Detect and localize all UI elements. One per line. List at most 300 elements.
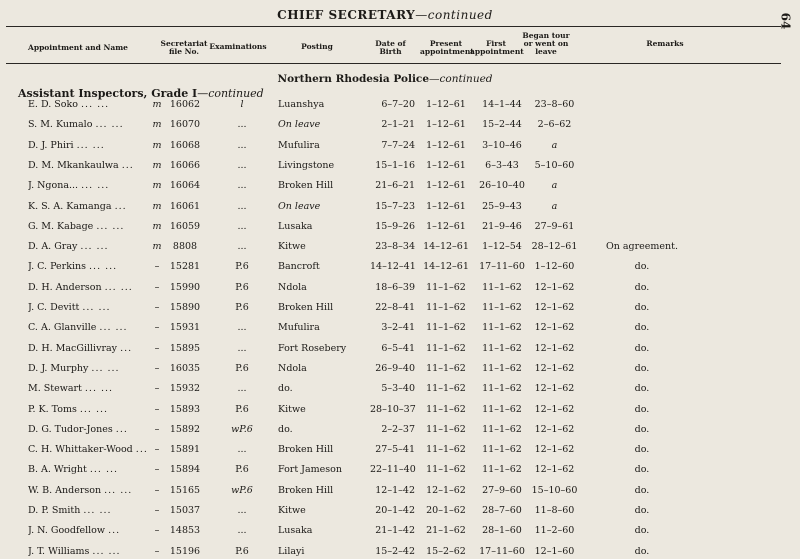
cell-exam: P.6 <box>235 281 249 293</box>
cell-first: 17–11–60 <box>479 261 525 273</box>
cell-name-text: E. D. Soko <box>28 99 78 110</box>
cell-name <box>28 281 163 295</box>
cell-exam: l <box>240 99 244 110</box>
col-header-dob-line1: Date of <box>375 39 406 48</box>
cell-name-dots: ... <box>114 200 127 212</box>
cell-first: 11–1–62 <box>482 464 522 476</box>
cell-name <box>28 260 163 274</box>
cell-file: 16066 <box>169 159 201 171</box>
cell-began: a <box>551 139 558 151</box>
cell-name-dots: ... ... <box>79 403 109 415</box>
cell-posting: Lusaka <box>278 220 313 232</box>
cell-posting: Ndola <box>278 281 307 293</box>
cell-began: 1–12–60 <box>534 261 575 273</box>
cell-cat: – <box>154 362 160 374</box>
cell-began: a <box>551 200 558 212</box>
cell-present: 1–12–61 <box>426 200 466 212</box>
cell-name-text: D. P. Smith <box>28 505 81 516</box>
cell-name <box>28 321 163 335</box>
cell-present: 11–1–62 <box>426 281 466 293</box>
cell-first: 11–1–62 <box>482 423 522 435</box>
col-header-began-line1: Began tour <box>522 31 570 40</box>
cell-posting: Lusaka <box>278 525 313 537</box>
cell-remarks: do. <box>634 322 650 334</box>
cell-name <box>28 504 163 518</box>
cell-dob: 15–2–42 <box>375 545 415 557</box>
cell-name-text: J. Ngona... <box>28 180 79 192</box>
cell-first: 28–7–60 <box>482 505 522 516</box>
cell-cat: – <box>154 423 160 435</box>
cell-cat: – <box>154 281 160 293</box>
cell-began: 12–1–62 <box>534 383 575 395</box>
col-header-first <box>470 40 522 56</box>
cell-exam: ... <box>237 139 247 151</box>
cell-present: 20–1–62 <box>426 505 466 516</box>
cell-began: 12–1–62 <box>534 423 575 435</box>
cell-name-dots: ... ... <box>80 241 109 253</box>
cell-exam: ... <box>237 180 247 192</box>
cell-name-text: J. C. Perkins <box>28 261 86 273</box>
cell-name-text: D. A. Gray <box>28 241 78 253</box>
cell-name <box>28 362 163 376</box>
cell-exam: P.6 <box>235 362 249 374</box>
cell-cat: – <box>154 444 160 456</box>
cell-name-dots: ... <box>115 423 128 435</box>
cell-first: 11–1–62 <box>482 403 522 415</box>
cell-present: 11–1–62 <box>426 403 466 415</box>
cell-cat: – <box>154 545 160 557</box>
cell-dob: 27–5–41 <box>375 444 415 456</box>
subsection-heading-cont: —continued <box>197 87 264 100</box>
cell-exam: ... <box>237 200 247 212</box>
cell-dob: 15–7–23 <box>375 200 415 212</box>
table-row <box>0 463 780 477</box>
cell-first: 11–1–62 <box>482 342 522 354</box>
cell-first: 11–1–62 <box>482 302 522 313</box>
cell-cat: – <box>154 484 160 496</box>
cell-name-text: J. T. Williams <box>28 545 90 557</box>
cell-first: 6–3–43 <box>485 159 519 171</box>
cell-remarks: do. <box>634 545 650 557</box>
table-row <box>0 281 780 295</box>
cell-first: 11–1–62 <box>482 383 522 395</box>
cell-name <box>28 118 163 132</box>
col-header-present-line1: Present <box>429 39 463 48</box>
table-row <box>0 301 780 315</box>
cell-remarks: do. <box>634 444 650 456</box>
cell-first: 11–1–62 <box>482 281 522 293</box>
cell-present: 12–1–62 <box>426 484 466 496</box>
table-row <box>0 240 780 254</box>
cell-name <box>28 382 163 396</box>
cell-dob: 5–3–40 <box>381 383 415 395</box>
cell-dob: 2–1–21 <box>381 119 415 131</box>
subsection-heading-text: Assistant Inspectors, Grade I <box>18 87 198 100</box>
cell-cat: m <box>152 159 162 171</box>
cell-posting: Bancroft <box>278 261 320 273</box>
cell-file: 15990 <box>169 281 201 293</box>
cell-name <box>28 301 163 315</box>
cell-began: 23–8–60 <box>534 99 575 110</box>
cell-dob: 12–1–42 <box>375 484 415 496</box>
header-top-rule <box>6 26 781 27</box>
page-title <box>0 8 770 22</box>
cell-exam: wP.6 <box>231 423 253 435</box>
cell-posting: Ndola <box>278 362 307 374</box>
cell-first: 21–9–46 <box>482 220 522 232</box>
cell-first: 26–10–40 <box>479 180 525 192</box>
cell-present: 11–1–62 <box>426 302 466 313</box>
cell-dob: 26–9–40 <box>375 362 415 374</box>
cell-exam: ... <box>237 444 247 456</box>
cell-dob: 21–6–21 <box>375 180 415 192</box>
cell-name-text: J. N. Goodfellow <box>28 525 106 537</box>
cell-began: 28–12–61 <box>531 241 578 253</box>
cell-first: 11–1–62 <box>482 322 522 334</box>
cell-exam: P.6 <box>235 302 249 313</box>
cell-name-dots: ... ... <box>83 505 112 516</box>
table-row <box>0 443 780 457</box>
cell-file: 16062 <box>169 99 201 110</box>
cell-name-dots: ... ... <box>81 180 110 192</box>
cell-present: 21–1–62 <box>426 525 466 537</box>
cell-posting: Mufulira <box>278 139 320 151</box>
cell-file: 15932 <box>169 383 201 395</box>
cell-exam: wP.6 <box>231 484 253 496</box>
cell-cat: m <box>152 99 162 110</box>
cell-present: 14–12–61 <box>423 241 469 253</box>
col-header-posting: Posting <box>301 42 333 51</box>
cell-began: 15–10–60 <box>531 484 578 496</box>
col-header-dob-line2: Birth <box>379 47 402 56</box>
cell-name-dots: ... ... <box>104 281 133 293</box>
cell-cat: m <box>152 139 162 151</box>
cell-file: 15165 <box>169 484 201 496</box>
table-row <box>0 260 780 274</box>
cell-exam: P.6 <box>235 464 249 476</box>
page-number: 64 <box>778 12 793 30</box>
cell-cat: – <box>154 261 160 273</box>
cell-file: 16061 <box>169 200 201 212</box>
cell-file: 16059 <box>169 220 201 232</box>
cell-began: 12–1–60 <box>534 545 575 557</box>
cell-posting: Broken Hill <box>278 484 334 496</box>
cell-began: 12–1–62 <box>534 322 575 334</box>
cell-posting: Kitwe <box>278 403 306 415</box>
cell-posting: Broken Hill <box>278 302 334 313</box>
cell-remarks: do. <box>634 505 650 516</box>
cell-present: 15–2–62 <box>426 545 466 557</box>
cell-exam: ... <box>237 241 247 253</box>
cell-name <box>28 545 163 559</box>
cell-name-dots: ... ... <box>89 261 118 273</box>
cell-name <box>28 484 163 498</box>
cell-present: 11–1–62 <box>426 464 466 476</box>
cell-present: 14–12–61 <box>423 261 469 273</box>
cell-file: 16068 <box>169 139 201 151</box>
cell-first: 11–1–62 <box>482 362 522 374</box>
cell-dob: 18–6–39 <box>375 281 415 293</box>
cell-file: 15893 <box>169 403 201 415</box>
cell-dob: 6–5–41 <box>381 342 415 354</box>
cell-present: 1–12–61 <box>426 99 466 110</box>
cell-file: 16035 <box>169 362 201 374</box>
col-header-file-line2: file No. <box>168 47 200 56</box>
cell-began: 11–8–60 <box>534 505 575 516</box>
cell-cat: – <box>154 464 160 476</box>
cell-began: 12–1–62 <box>534 464 575 476</box>
cell-cat: – <box>154 403 160 415</box>
cell-first: 28–1–60 <box>482 525 522 537</box>
table-row <box>0 118 780 132</box>
cell-posting: Mufulira <box>278 322 320 334</box>
cell-present: 1–12–61 <box>426 139 466 151</box>
table-row <box>0 139 780 153</box>
cell-file: 15894 <box>169 464 201 476</box>
cell-name <box>28 139 163 153</box>
table-row <box>0 362 780 376</box>
section-heading <box>0 73 770 85</box>
cell-cat: m <box>152 241 162 253</box>
cell-file: 16064 <box>169 180 201 192</box>
cell-file: 15931 <box>169 322 201 334</box>
table-row <box>0 524 780 538</box>
cell-remarks: do. <box>634 362 650 374</box>
cell-dob: 22–8–41 <box>375 302 415 313</box>
cell-name <box>28 463 163 477</box>
cell-began: 12–1–62 <box>534 444 575 456</box>
cell-exam: ... <box>237 505 247 516</box>
cell-dob: 2–2–37 <box>381 423 415 435</box>
page-title-cont: —continued <box>415 8 493 22</box>
cell-remarks: do. <box>634 261 650 273</box>
cell-dob: 20–1–42 <box>375 505 415 516</box>
cell-name-text: C. A. Glanville <box>28 322 97 334</box>
cell-file: 8808 <box>172 241 198 253</box>
cell-remarks: do. <box>634 383 650 395</box>
cell-file: 15891 <box>169 444 201 456</box>
cell-posting: Fort Rosebery <box>278 342 347 354</box>
cell-cat: m <box>152 200 162 212</box>
cell-began: 12–1–62 <box>534 362 575 374</box>
cell-name <box>28 240 163 254</box>
cell-exam: ... <box>237 159 247 171</box>
cell-name <box>28 220 163 234</box>
cell-name-dots: ... <box>135 444 148 456</box>
cell-file: 15281 <box>169 261 201 273</box>
cell-cat: – <box>154 342 160 354</box>
cell-began: 11–2–60 <box>534 525 575 537</box>
cell-remarks: do. <box>634 423 650 435</box>
cell-exam: P.6 <box>235 261 249 273</box>
cell-name <box>28 342 163 356</box>
cell-exam: ... <box>237 220 247 232</box>
cell-name-text: S. M. Kumalo <box>28 119 93 131</box>
cell-began: 12–1–62 <box>534 281 575 293</box>
cell-present: 11–1–62 <box>426 444 466 456</box>
cell-file: 15892 <box>169 423 201 435</box>
cell-name-text: K. S. A. Kamanga <box>28 200 112 212</box>
cell-cat: – <box>154 505 160 516</box>
cell-present: 11–1–62 <box>426 342 466 354</box>
cell-name <box>28 179 163 193</box>
col-header-remarks: Remarks <box>646 39 684 48</box>
cell-name <box>28 524 163 538</box>
cell-name-text: G. M. Kabage <box>28 220 94 232</box>
cell-name-dots: ... ... <box>89 464 119 476</box>
cell-first: 11–1–62 <box>482 444 522 456</box>
cell-posting: do. <box>278 423 293 435</box>
cell-began: 2–6–62 <box>537 119 572 131</box>
col-header-exams: Examinations <box>209 42 267 51</box>
col-header-dob <box>368 40 413 56</box>
col-header-began <box>520 32 572 56</box>
col-header-appointment: Appointment and Name <box>28 43 128 52</box>
cell-dob: 14–12–41 <box>370 261 416 273</box>
cell-name-dots: ... ... <box>96 220 125 232</box>
cell-name-text: D. G. Tudor-Jones <box>28 423 113 435</box>
col-header-present-line2: appointment <box>420 47 474 56</box>
cell-posting: Broken Hill <box>278 180 334 192</box>
cell-dob: 21–1–42 <box>375 525 415 537</box>
cell-file: 15037 <box>169 505 201 516</box>
cell-name-text: B. A. Wright <box>28 464 87 476</box>
cell-file: 16070 <box>169 119 201 131</box>
cell-posting: Fort Jameson <box>278 464 342 476</box>
cell-exam: P.6 <box>235 545 249 557</box>
cell-dob: 23–8–34 <box>375 241 415 253</box>
col-header-began-line2: or went on <box>523 39 569 48</box>
col-header-file-line1: Secretariat <box>160 39 208 48</box>
cell-file: 14853 <box>169 525 201 537</box>
cell-name-text: D. J. Phiri <box>28 139 74 151</box>
cell-posting: Luanshya <box>278 99 325 110</box>
page-title-text: CHIEF SECRETARY <box>277 8 416 22</box>
table-row <box>0 382 780 396</box>
cell-posting: Kitwe <box>278 241 306 253</box>
table-row <box>0 403 780 417</box>
cell-exam: ... <box>237 525 247 537</box>
col-header-file <box>160 40 208 56</box>
cell-file: 15890 <box>169 302 201 313</box>
cell-began: 12–1–62 <box>534 403 575 415</box>
section-heading-cont: —continued <box>429 73 493 85</box>
cell-remarks: On agreement. <box>605 241 679 253</box>
cell-name-dots: ... ... <box>81 99 110 110</box>
col-header-first-line1: First <box>486 39 506 48</box>
table-row <box>0 484 780 498</box>
cell-cat: – <box>154 322 160 334</box>
cell-cat: – <box>154 383 160 395</box>
col-header-began-line3: leave <box>535 47 557 56</box>
cell-exam: ... <box>237 342 247 354</box>
cell-file: 15196 <box>169 545 201 557</box>
header-bottom-rule <box>6 63 781 64</box>
cell-posting: Broken Hill <box>278 444 334 456</box>
cell-posting: On leave <box>278 119 321 131</box>
cell-dob: 7–7–24 <box>381 139 415 151</box>
cell-name <box>28 200 163 214</box>
table-row <box>0 321 780 335</box>
cell-posting: do. <box>278 383 293 395</box>
cell-name-dots: ... <box>120 342 133 354</box>
cell-present: 1–12–61 <box>426 119 466 131</box>
cell-remarks: do. <box>634 525 650 537</box>
cell-dob: 3–2–41 <box>381 322 415 334</box>
col-header-present <box>420 40 472 56</box>
cell-name-text: W. B. Anderson <box>28 484 102 496</box>
cell-dob: 15–1–16 <box>375 159 415 171</box>
table-row <box>0 179 780 193</box>
cell-cat: m <box>152 180 162 192</box>
cell-first: 25–9–43 <box>482 200 522 212</box>
cell-dob: 15–9–26 <box>375 220 415 232</box>
col-header-first-line2: appointment <box>470 47 524 56</box>
table-row <box>0 220 780 234</box>
table-row <box>0 200 780 214</box>
cell-name-text: M. Stewart <box>28 383 82 395</box>
cell-present: 1–12–61 <box>426 220 466 232</box>
cell-present: 1–12–61 <box>426 180 466 192</box>
cell-first: 17–11–60 <box>479 545 525 557</box>
cell-name-dots: ... ... <box>92 545 121 557</box>
cell-exam: P.6 <box>235 403 249 415</box>
cell-name-text: D. M. Mkankaulwa <box>28 159 119 171</box>
cell-first: 3–10–46 <box>482 139 522 151</box>
cell-name-text: J. C. Devitt <box>28 302 80 313</box>
cell-cat: – <box>154 525 160 537</box>
cell-name-text: D. H. Anderson <box>28 281 102 293</box>
cell-name <box>28 423 163 437</box>
cell-name-text: D. J. Murphy <box>28 362 89 374</box>
section-heading-text: Northern Rhodesia Police <box>277 73 430 85</box>
cell-posting: On leave <box>278 200 321 212</box>
cell-dob: 6–7–20 <box>381 99 415 110</box>
cell-name <box>28 443 163 457</box>
cell-remarks: do. <box>634 281 650 293</box>
table-row <box>0 545 780 559</box>
cell-name-dots: ... ... <box>99 322 128 334</box>
cell-dob: 22–11–40 <box>370 464 416 476</box>
cell-began: 12–1–62 <box>534 342 575 354</box>
cell-name-dots: ... ... <box>91 362 120 374</box>
cell-began: 12–1–62 <box>534 302 575 313</box>
cell-first: 14–1–44 <box>482 99 522 110</box>
table-row <box>0 98 780 112</box>
cell-posting: Lilayi <box>278 545 305 557</box>
cell-present: 11–1–62 <box>426 322 466 334</box>
cell-name-dots: ... ... <box>84 383 114 395</box>
cell-name-text: D. H. MacGillivray <box>28 342 118 354</box>
cell-remarks: do. <box>634 484 650 496</box>
table-row <box>0 342 780 356</box>
cell-file: 15895 <box>169 342 201 354</box>
cell-name-dots: ... ... <box>95 119 124 131</box>
cell-present: 11–1–62 <box>426 383 466 395</box>
cell-began: a <box>551 180 558 192</box>
cell-name-dots: ... ... <box>76 139 105 151</box>
cell-exam: ... <box>237 119 247 131</box>
cell-present: 11–1–62 <box>426 362 466 374</box>
cell-name-dots: ... ... <box>104 484 133 496</box>
cell-first: 1–12–54 <box>482 241 522 253</box>
cell-present: 11–1–62 <box>426 423 466 435</box>
cell-began: 5–10–60 <box>534 159 575 171</box>
cell-remarks: do. <box>634 342 650 354</box>
cell-posting: Kitwe <box>278 505 306 516</box>
cell-cat: m <box>152 119 162 131</box>
cell-remarks: do. <box>634 403 650 415</box>
